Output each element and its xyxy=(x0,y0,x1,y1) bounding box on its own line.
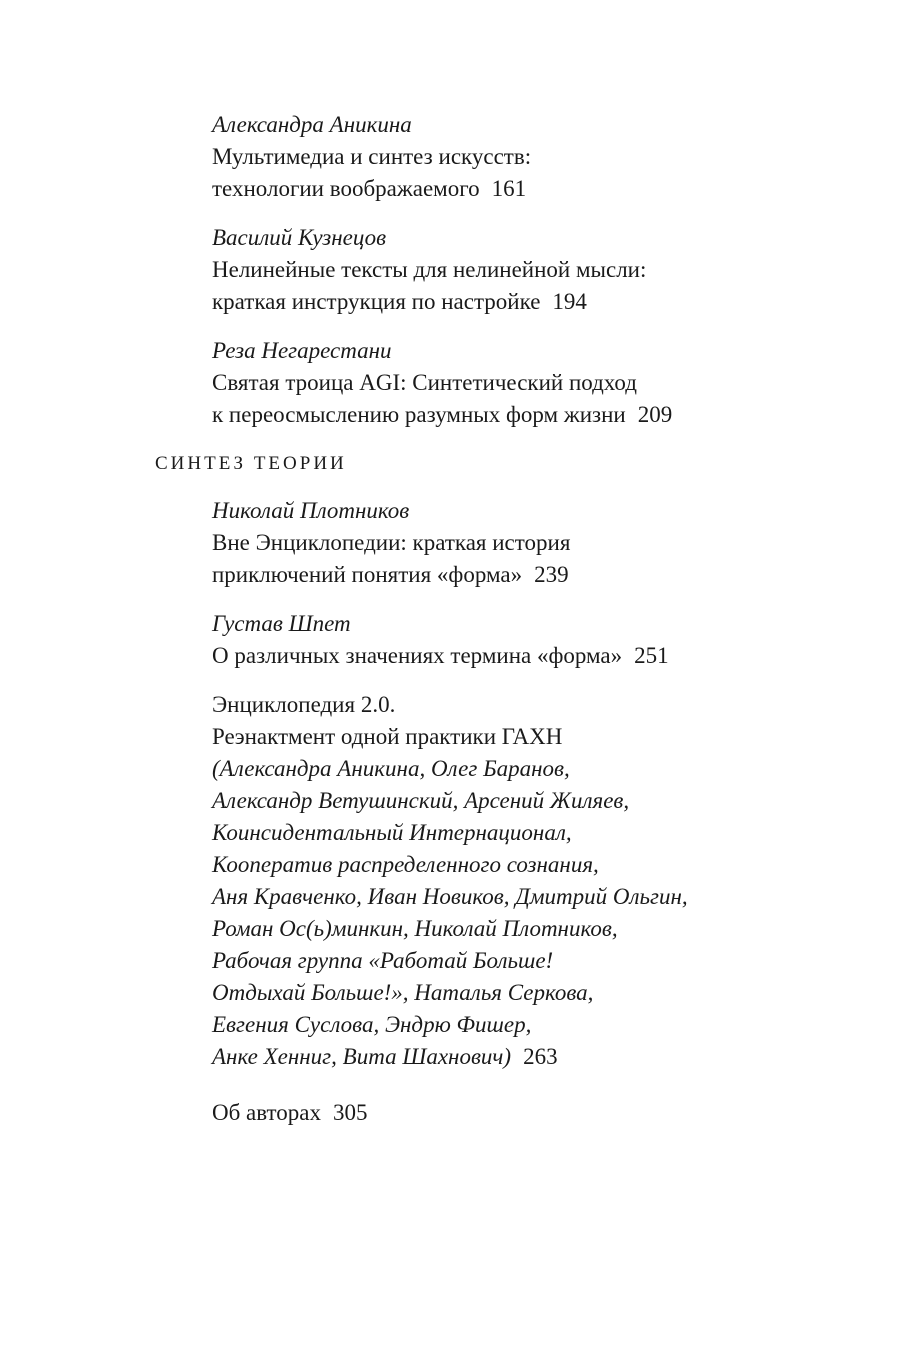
page-number: 239 xyxy=(534,562,569,587)
page-number: 161 xyxy=(491,176,527,201)
entry-author: Густав Шпет xyxy=(212,611,351,636)
page-number: 263 xyxy=(523,1044,558,1069)
participants-line: Коинсидентальный Интернационал, xyxy=(212,820,572,845)
page-number: 194 xyxy=(552,289,587,314)
entry-title: Об авторах xyxy=(212,1100,322,1125)
participants-line: Аня Кравченко, Иван Новиков, Дмитрий Ольгин, xyxy=(212,884,688,909)
page-number: 305 xyxy=(333,1100,368,1125)
entry-title: технологии воображаемого 161 xyxy=(212,176,527,201)
entry-title: Мультимедиа и синтез искусств: xyxy=(212,144,532,169)
entry-title: Энциклопедия 2.0. xyxy=(212,692,396,717)
entry-author: Реза Негарестани xyxy=(212,338,392,363)
participants-line: Евгения Суслова, Эндрю Фишер, xyxy=(212,1012,532,1037)
participants-line: Кооператив распределенного сознания, xyxy=(212,852,599,877)
toc-entry-about-authors xyxy=(212,1097,908,1129)
participants-line: Рабочая группа «Работай Больше! xyxy=(212,948,554,973)
entry-title: Вне Энциклопедии: краткая история xyxy=(212,530,571,555)
participants-line: Александр Ветушинский, Арсений Жиляев, xyxy=(212,788,630,813)
toc-entry-encyclopedia xyxy=(212,689,908,1073)
toc-entry xyxy=(212,495,908,591)
participants-line: Отдыхай Больше!», Наталья Серкова, xyxy=(212,980,594,1005)
toc-entry xyxy=(212,222,908,318)
page-number: 251 xyxy=(634,643,669,668)
entry-title: Святая троица AGI: Синтетический подход xyxy=(212,370,637,395)
entry-title: Реэнактмент одной практики ГАХН xyxy=(212,724,563,749)
entry-title: Нелинейные тексты для нелинейной мысли: xyxy=(212,257,647,282)
participants-line: (Александра Аникина, Олег Баранов, xyxy=(212,756,570,781)
participants-line: Анке Хенниг, Вита Шахнович) xyxy=(212,1044,512,1069)
entry-author: Василий Кузнецов xyxy=(212,225,387,250)
entry-title: приключений понятия «форма» 239 xyxy=(212,562,569,587)
entry-author: Николай Плотников xyxy=(212,498,410,523)
page-number: 209 xyxy=(637,402,673,427)
table-of-contents xyxy=(0,109,908,1146)
toc-entry xyxy=(212,335,908,431)
entry-author: Александра Аникина xyxy=(212,112,412,137)
toc-entry xyxy=(212,608,908,672)
toc-entry xyxy=(212,109,908,205)
entry-title: к переосмыслению разумных форм жизни 209 xyxy=(212,402,673,427)
section-heading: СИНТЕЗ ТЕОРИИ xyxy=(155,453,347,474)
entry-title: О различных значениях термина «форма» 251 xyxy=(212,643,669,668)
entry-title: краткая инструкция по настройке 194 xyxy=(212,289,587,314)
participants-line: Роман Ос(ь)минкин, Николай Плотников, xyxy=(212,916,618,941)
